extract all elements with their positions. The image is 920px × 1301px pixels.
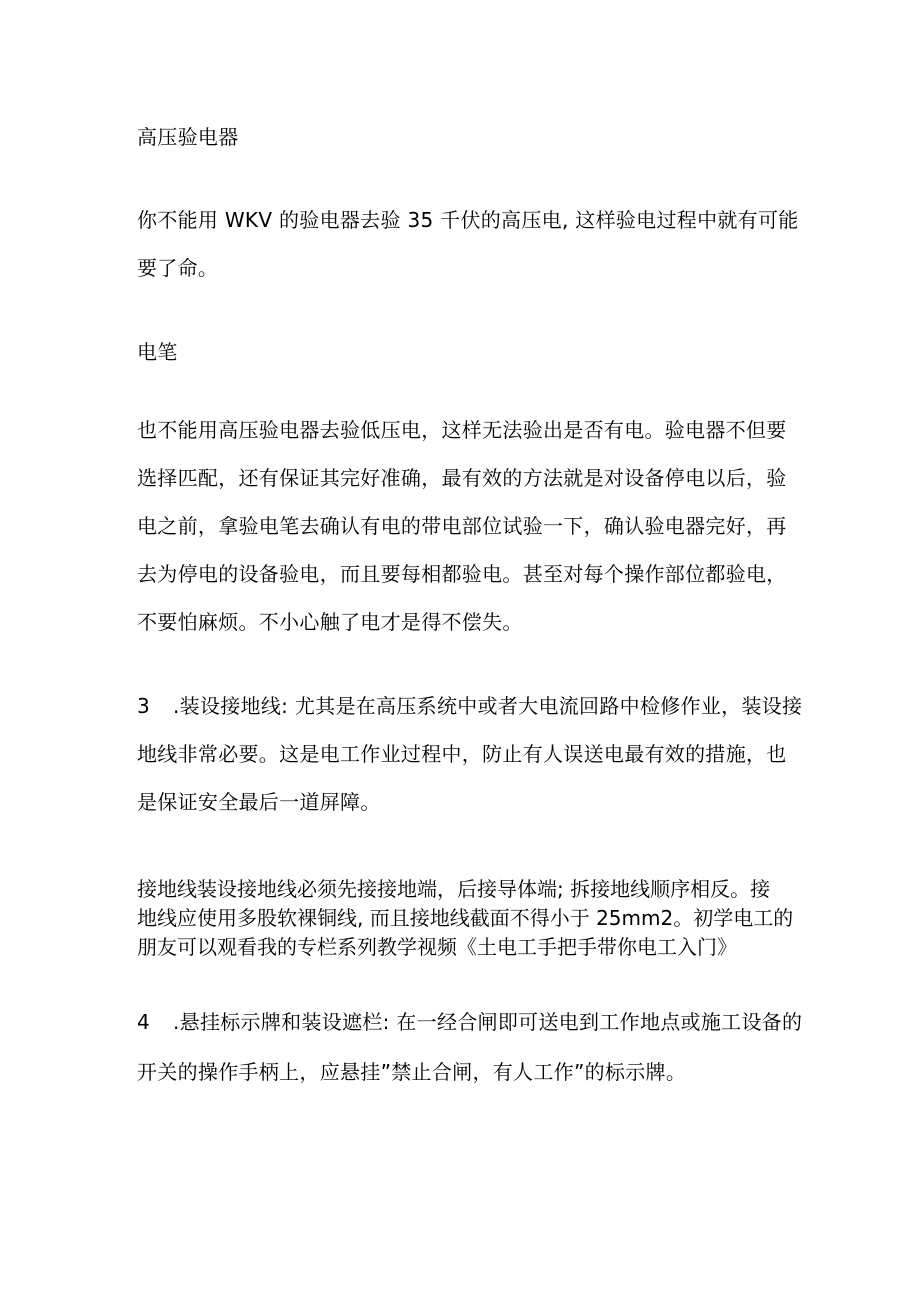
paragraph-line: 也不能用高压验电器去验低压电，这样无法验出是否有电。验电器不但要	[137, 418, 787, 442]
paragraph-line: 是保证安全最后一道屏障。	[137, 790, 381, 814]
heading-test-pen	[137, 328, 797, 376]
paragraph-test-pen	[137, 406, 797, 646]
list-item-number: 3	[137, 694, 151, 718]
paragraph-line: 要了命。	[137, 256, 219, 280]
list-item-text: .悬挂标示牌和装设遮栏: 在一经合闸即可送电到工作地点或施工设备的	[173, 1010, 803, 1034]
list-item-first-line	[137, 997, 803, 1047]
list-item-number: 4	[137, 1010, 151, 1034]
paragraph-line: 不要怕麻烦。不小心触了电才是得不偿失。	[137, 610, 523, 634]
heading-text: 高压验电器	[137, 125, 239, 149]
list-item-4	[137, 997, 803, 1097]
paragraph-line: 你不能用 WKV 的验电器去验 35 千伏的高压电, 这样验电过程中就有可能	[137, 208, 799, 232]
list-item-first-line	[137, 682, 803, 730]
heading-text: 电笔	[137, 340, 178, 364]
heading-high-voltage-tester	[137, 113, 797, 161]
paragraph-line: 开关的操作手柄上，应悬挂”禁止合闸，有人工作”的标示牌。	[137, 1060, 687, 1084]
list-item-3	[137, 682, 803, 826]
paragraph-line: 去为停电的设备验电，而且要每相都验电。甚至对每个操作部位都验电，	[137, 562, 787, 586]
paragraph-line: 选择匹配，还有保证其完好准确，最有效的方法就是对设备停电以后，验	[137, 466, 787, 490]
paragraph-line: 地线非常必要。这是电工作业过程中，防止有人误送电最有效的措施，也	[137, 742, 787, 766]
paragraph-grounding	[137, 875, 797, 962]
paragraph-tester	[137, 196, 797, 292]
paragraph-line: 接地线装设接地线必须先接接地端，后接导体端; 拆接地线顺序相反。接	[137, 877, 771, 901]
paragraph-line: 朋友可以观看我的专栏系列教学视频《土电工手把手带你电工入门》	[137, 935, 737, 959]
paragraph-line: 电之前，拿验电笔去确认有电的带电部位试验一下，确认验电器完好，再	[137, 514, 787, 538]
list-item-text: .装设接地线: 尤其是在高压系统中或者大电流回路中检修作业，装设接	[173, 694, 803, 718]
paragraph-line: 地线应使用多股软裸铜线, 而且接地线截面不得小于 25mm2。初学电工的	[137, 906, 794, 930]
